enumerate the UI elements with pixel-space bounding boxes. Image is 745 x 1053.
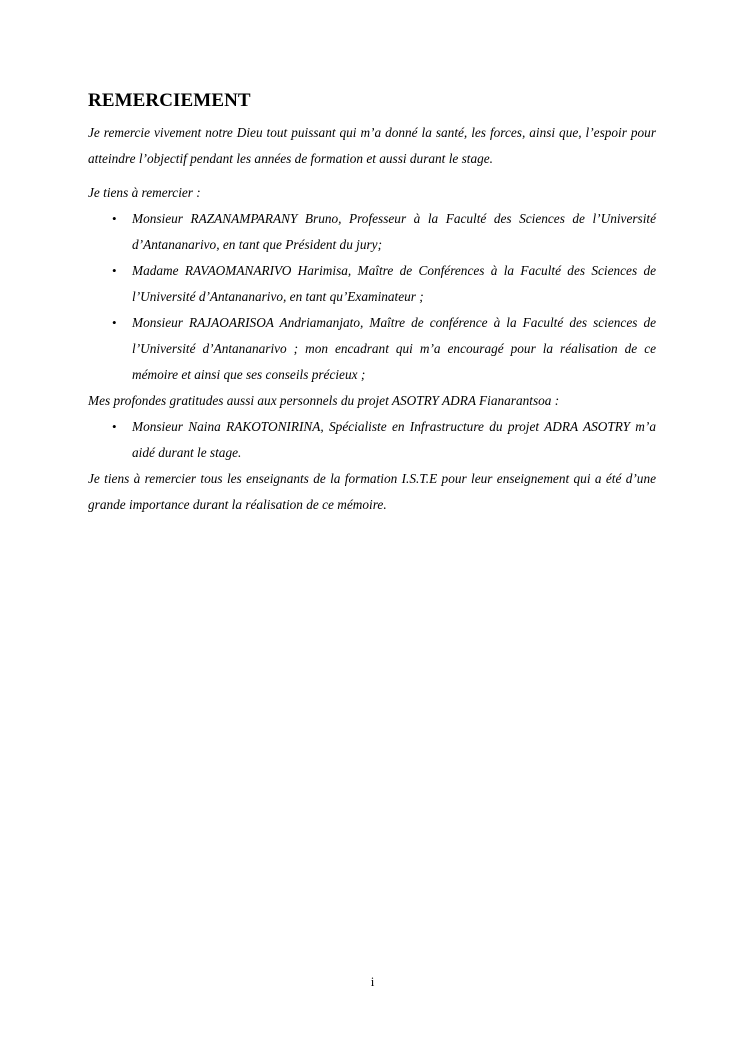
- bullet-icon: •: [112, 419, 117, 434]
- list-item: [88, 414, 656, 466]
- list-item-text: Monsieur Naina RAKOTONIRINA, Spécialiste en Infrastructure du projet ADRA ASOTRY m’a aidé durant le stage.: [132, 419, 656, 460]
- list-item: [88, 310, 656, 388]
- bullet-icon: •: [112, 263, 117, 278]
- list-item: [88, 206, 656, 258]
- jury-list: [88, 206, 656, 388]
- project-heading: Mes profondes gratitudes aussi aux personnels du projet ASOTRY ADRA Fianarantsoa :: [88, 393, 560, 408]
- page-title: REMERCIEMENT: [88, 90, 251, 111]
- intro-paragraph: Je remercie vivement notre Dieu tout puissant qui m’a donné la santé, les forces, ainsi que, l’espoir pour atteindre l’objectif pendant les années de formation et aussi durant le stage.: [88, 125, 656, 166]
- bullet-icon: •: [112, 315, 117, 330]
- project-list: [88, 414, 656, 466]
- bullet-icon: •: [112, 211, 117, 226]
- list-item-text: Monsieur RAJAOARISOA Andriamanjato, Maître de conférence à la Faculté des sciences de l’Université d’Antananarivo ; mon encadrant qui m’a encouragé pour la réalisation de ce mémoire et ainsi que ses conseils précieux ;: [132, 315, 656, 382]
- thanks-heading: Je tiens à remercier :: [88, 185, 201, 200]
- closing-paragraph: Je tiens à remercier tous les enseignants de la formation I.S.T.E pour leur enseignement qui a été d’une grande importance durant la réalisation de ce mémoire.: [88, 471, 656, 512]
- page-content: [88, 88, 656, 518]
- list-item-text: Madame RAVAOMANARIVO Harimisa, Maître de Conférences à la Faculté des Sciences de l’Université d’Antananarivo, en tant qu’Examinateur ;: [132, 263, 656, 304]
- list-item: [88, 258, 656, 310]
- page-number: i: [370, 974, 375, 989]
- list-item-text: Monsieur RAZANAMPARANY Bruno, Professeur à la Faculté des Sciences de l’Université d’Antananarivo, en tant que Président du jury;: [132, 211, 656, 252]
